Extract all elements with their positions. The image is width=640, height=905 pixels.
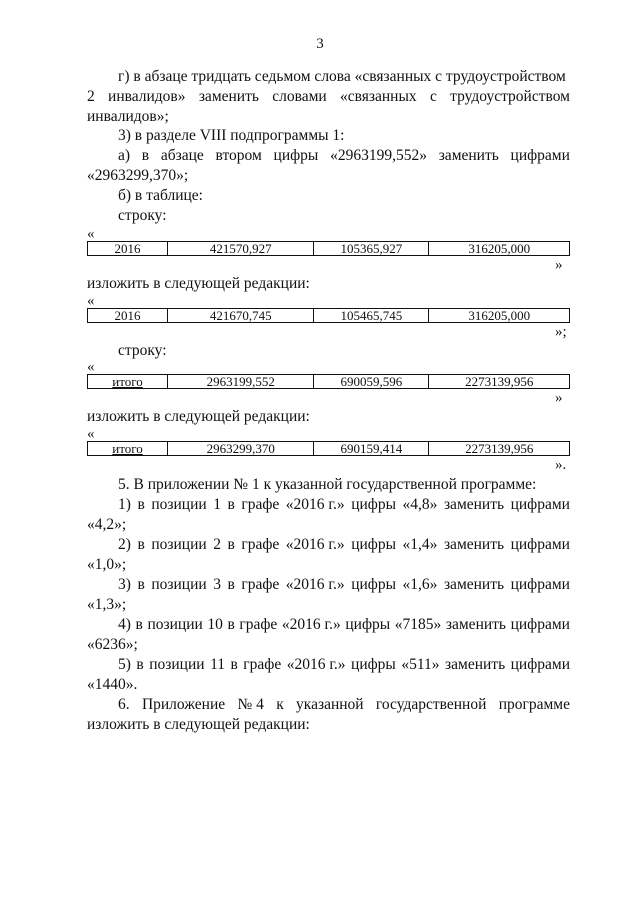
word: «2016 г.» (285, 496, 345, 513)
item-5-2-line2: «1,0»; (87, 556, 127, 573)
table-cell-total: 421570,927 (168, 242, 314, 256)
word: трудоустройством (450, 88, 570, 105)
word: графе (241, 536, 280, 553)
table-cell-value-3: 2273139,956 (429, 375, 570, 389)
izlozhit-label-2: изложить в следующей редакции: (87, 408, 310, 425)
word: 2 (87, 88, 95, 105)
table-cell-total: 2963299,370 (168, 442, 314, 456)
word: заменить (438, 147, 499, 164)
word: «2016 г.» (285, 536, 345, 553)
item-5-4-line2: «6236»; (87, 636, 138, 653)
word: 2) (118, 536, 131, 553)
close-quote-2: »; (555, 324, 567, 340)
word: в (227, 496, 235, 513)
close-quote-3: » (555, 390, 563, 406)
item-5-3-line2: «1,3»; (87, 596, 127, 613)
word: графе (241, 496, 280, 513)
item-5-5-line1 (118, 656, 570, 674)
word: к (276, 696, 284, 713)
word: заменить (443, 536, 505, 553)
table-row-itogo-old (87, 374, 570, 389)
word: 10 (207, 616, 223, 633)
para-g-line3: инвалидов»; (87, 108, 169, 125)
table-cell-value-2: 690159,414 (314, 442, 429, 456)
table-cell-value-2: 105365,927 (314, 242, 429, 256)
word: цифры (351, 576, 396, 593)
word: цифрами (510, 536, 570, 553)
word: «7185» (394, 616, 442, 633)
word: позиции (151, 496, 207, 513)
open-quote-2: « (87, 293, 95, 309)
word: «511» (401, 656, 440, 673)
word: словами (272, 88, 327, 105)
word: позиции (151, 536, 207, 553)
word: цифры (345, 616, 391, 633)
item-6-line1 (118, 696, 570, 714)
item-3a-line1 (118, 147, 570, 165)
word: в (136, 656, 144, 673)
word: в (227, 616, 235, 633)
word: абзаце (160, 147, 204, 164)
table-cell-itogo: итого (88, 442, 168, 456)
page-number: 3 (316, 36, 324, 52)
word: 2 (213, 536, 221, 553)
table-cell-value-3: 316205,000 (429, 309, 570, 323)
word: «4,8» (402, 496, 438, 513)
item-3b: б) в таблице: (118, 187, 203, 204)
word: 5) (118, 656, 131, 673)
word: 11 (210, 656, 225, 673)
open-quote-3: « (87, 359, 95, 375)
word: 3) (118, 576, 131, 593)
word: 6. (118, 696, 130, 713)
para-g-line1: г) в абзаце тридцать седьмом слова «связанных с трудоустройством (118, 68, 566, 85)
stroku-label-2: строку: (118, 342, 167, 359)
table-cell-total: 2963199,552 (168, 375, 314, 389)
word: программе (498, 696, 570, 713)
table-cell-value-2: 690059,596 (314, 375, 429, 389)
item-3: 3) в разделе VIII подпрограммы 1: (118, 127, 345, 144)
word: в (230, 656, 238, 673)
table-cell-value-3: 2273139,956 (429, 442, 570, 456)
word: втором (215, 147, 262, 164)
word: в (137, 576, 145, 593)
word: «2963199,552» (330, 147, 427, 164)
word: «связанных (340, 88, 417, 105)
word: в (135, 616, 143, 633)
word: 1) (118, 496, 131, 513)
word: «1,6» (402, 576, 438, 593)
word: цифры (351, 496, 396, 513)
word: 4) (118, 616, 131, 633)
item-5-1-line2: «4,2»; (87, 516, 127, 533)
item-5-1-line1 (118, 496, 570, 514)
close-quote-4: ». (555, 457, 567, 473)
item-5: 5. В приложении № 1 к указанной государственной программе: (118, 476, 537, 493)
word: в (227, 536, 235, 553)
table-row-2016-new (87, 308, 570, 323)
word: № 4 (237, 696, 264, 713)
table-row-2016-old (87, 241, 570, 256)
open-quote-1: « (87, 226, 95, 242)
word: цифрами (510, 147, 570, 164)
word: цифрами (510, 616, 570, 633)
word: цифры (351, 536, 396, 553)
word: инвалидов» (108, 88, 186, 105)
item-5-5-line2: «1440». (87, 676, 138, 693)
word: «2016 г.» (285, 576, 345, 593)
table-cell-itogo: итого (88, 375, 168, 389)
word: а) (118, 147, 131, 164)
word: «2016 г.» (286, 656, 346, 673)
word: «2016 г.» (281, 616, 341, 633)
word: графе (239, 616, 278, 633)
word: в (141, 147, 150, 164)
open-quote-4: « (87, 426, 95, 442)
word: государственной (375, 696, 487, 713)
item-5-2-line1 (118, 536, 570, 554)
word: с (429, 88, 437, 105)
table-cell-total: 421670,745 (168, 309, 314, 323)
stroku-label-1: строку: (118, 207, 167, 224)
word: позиции (147, 616, 203, 633)
item-5-4-line1 (118, 616, 570, 634)
item-3a-line2: «2963299,370»; (87, 167, 189, 184)
word: 1 (213, 496, 221, 513)
word: заменить (443, 576, 505, 593)
word: в (227, 576, 235, 593)
word: в (137, 496, 145, 513)
word: Приложение (141, 696, 226, 713)
word: в (137, 536, 145, 553)
para-g-line2 (87, 88, 570, 106)
word: цифры (273, 147, 319, 164)
word: позиции (151, 576, 207, 593)
word: цифрами (510, 576, 570, 593)
table-row-itogo-new (87, 441, 570, 456)
item-5-3-line1 (118, 576, 570, 594)
word: «1,4» (402, 536, 438, 553)
word: цифрами (510, 496, 570, 513)
item-6-line2: изложить в следующей редакции: (87, 716, 310, 733)
word: графе (243, 656, 282, 673)
word: графе (241, 576, 280, 593)
izlozhit-label-1: изложить в следующей редакции: (87, 275, 310, 292)
word: указанной (296, 696, 364, 713)
word: заменить (443, 496, 505, 513)
word: цифрами (510, 656, 570, 673)
table-cell-year: 2016 (88, 309, 168, 323)
close-quote-1: » (555, 257, 563, 273)
word: 3 (213, 576, 221, 593)
word: заменить (445, 656, 506, 673)
table-cell-year: 2016 (88, 242, 168, 256)
word: заменить (198, 88, 259, 105)
table-cell-value-2: 105465,745 (314, 309, 429, 323)
word: заменить (445, 616, 506, 633)
word: цифры (351, 656, 396, 673)
table-cell-value-3: 316205,000 (429, 242, 570, 256)
word: позиции (149, 656, 205, 673)
